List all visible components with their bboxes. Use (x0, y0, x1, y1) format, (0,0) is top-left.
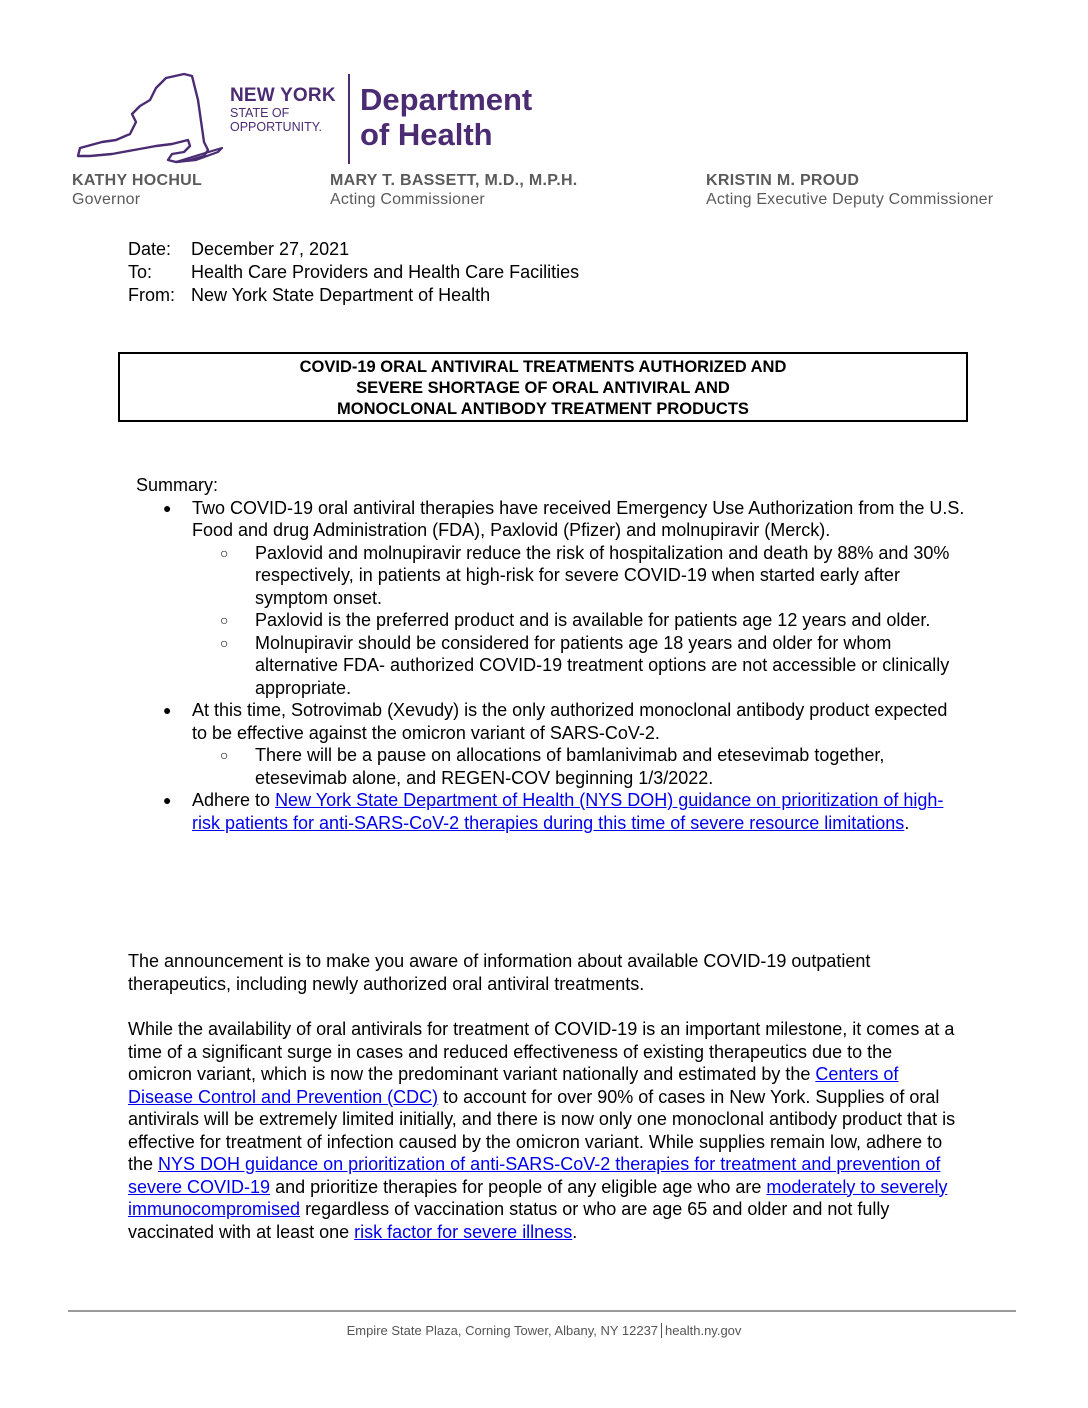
memo-from-value: New York State Department of Health (191, 285, 491, 305)
official-name: KRISTIN M. PROUD (706, 172, 860, 189)
document-title-line: MONOCLONAL ANTIBODY TREATMENT PRODUCTS (337, 400, 749, 418)
nys-wordmark (230, 86, 336, 133)
footer-address: Empire State Plaza, Corning Tower, Albany, NY 12237 (346, 1323, 659, 1338)
memo-from-row (128, 284, 579, 307)
footer (0, 1323, 1088, 1338)
doh-wordmark-line1: Department (360, 82, 533, 117)
footer-divider (68, 1310, 1016, 1312)
nys-wordmark-line3: OPPORTUNITY. (230, 119, 322, 134)
doh-wordmark (360, 82, 532, 152)
summary-bullet (136, 699, 966, 789)
ny-state-outline-icon (72, 70, 232, 166)
nys-doh-logo (72, 70, 533, 170)
prioritization-guidance-link[interactable]: New York State Department of Health (NYS DOH) guidance on prioritization of high-risk patients for anti-SARS-CoV-2 therapies during this time of severe resource limitations (192, 790, 944, 833)
summary-list (136, 497, 966, 835)
logo-divider (348, 74, 350, 164)
summary-bullet-text: At this time, Sotrovimab (Xevudy) is the only authorized monoclonal antibody product expected to be effective against the omicron variant of SARS-CoV-2. (192, 700, 948, 743)
officials-row (0, 172, 1088, 212)
bullet-dot-icon: ● (163, 792, 172, 808)
summary-subbullet (192, 744, 966, 789)
memo-from-label: From: (128, 285, 175, 305)
memo-to-row (128, 261, 579, 284)
circle-bullet-icon: ○ (220, 612, 229, 628)
paragraph-text: and prioritize therapies for people of any eligible age who are (270, 1176, 767, 1197)
summary-subbullet (192, 632, 966, 700)
official-name: KATHY HOCHUL (72, 172, 203, 189)
bullet-dot-icon: ● (163, 702, 172, 718)
footer-separator (661, 1323, 662, 1338)
circle-bullet-icon: ○ (220, 544, 229, 561)
memo-header (128, 238, 579, 307)
document-title-line: SEVERE SHORTAGE OF ORAL ANTIVIRAL AND (356, 379, 730, 397)
summary-subbullet (192, 542, 966, 610)
summary-bullet-text: . (904, 812, 910, 833)
availability-paragraph (128, 1018, 958, 1243)
memo-date-row (128, 238, 579, 261)
official-title: Governor (72, 191, 141, 208)
official-deputy-commissioner (706, 172, 993, 209)
summary-heading: Summary: (136, 475, 219, 495)
nys-wordmark-line1: NEW YORK (230, 85, 336, 106)
paragraph-text: . (572, 1221, 578, 1242)
memo-to-value: Health Care Providers and Health Care Facilities (191, 262, 580, 282)
summary-bullet (136, 789, 966, 834)
document-title (118, 352, 968, 422)
announcement-paragraph: The announcement is to make you aware of information about available COVID-19 outpatient therapeutics, including newly authorized oral antiviral treatments. (128, 951, 871, 994)
summary-subbullet-text: Paxlovid is the preferred product and is available for patients age 12 years and older. (255, 610, 931, 630)
summary-section (136, 474, 966, 834)
memo-date-value: December 27, 2021 (191, 239, 350, 259)
risk-factor-link[interactable]: risk factor for severe illness (354, 1221, 573, 1242)
footer-website: health.ny.gov (665, 1323, 742, 1338)
summary-sublist (192, 542, 966, 700)
summary-bullet-text: Two COVID-19 oral antiviral therapies have received Emergency Use Authorization from the U.S. Food and drug Administration (FDA), Paxlovid (Pfizer) and molnupiravir (Merck). (192, 497, 965, 540)
official-title: Acting Executive Deputy Commissioner (706, 191, 994, 208)
bullet-dot-icon: ● (163, 499, 172, 516)
immunocompromised-link[interactable]: moderately to severely immunocompromised (128, 1176, 948, 1219)
paragraph-text: to account for over 90% of cases in New York. Supplies of oral antivirals will be extremely limited initially, and there is now only one monoclonal antibody product that is effective for treatment of infection caused by the omicron variant. While supplies remain low, adhere to the (128, 1086, 956, 1174)
paragraph-text: While the availability of oral antivirals for treatment of COVID-19 is an important milestone, it comes at a time of a significant surge in cases and reduced effectiveness of existing therapeutics due to the omicron variant, which is now the predominant variant nationally and estimated by the (128, 1019, 955, 1084)
memo-to-label: To: (128, 262, 153, 282)
official-commissioner (330, 172, 578, 209)
summary-bullet-text: Adhere to (192, 790, 276, 810)
official-title: Acting Commissioner (330, 191, 485, 208)
official-governor (72, 172, 202, 209)
summary-subbullet (192, 609, 966, 632)
treatment-prioritization-link[interactable]: NYS DOH guidance on prioritization of anti-SARS-CoV-2 therapies for treatment and prevention of severe COVID-19 (128, 1154, 941, 1197)
summary-subbullet-text: Molnupiravir should be considered for patients age 18 years and older for whom alternative FDA- authorized COVID-19 treatment options are not accessible or clinically appropriate. (255, 632, 950, 698)
summary-bullet (136, 497, 966, 700)
summary-sublist (192, 744, 966, 789)
doh-wordmark-line2: of Health (360, 117, 493, 152)
official-name: MARY T. BASSETT, M.D., M.P.H. (330, 172, 578, 189)
document-title-line: COVID-19 ORAL ANTIVIRAL TREATMENTS AUTHORIZED AND (299, 358, 787, 376)
paragraph-text: regardless of vaccination status or who are age 65 and older and not fully vaccinated with at least one (128, 1199, 890, 1242)
cdc-link[interactable]: Centers of Disease Control and Prevention (CDC) (128, 1064, 899, 1107)
circle-bullet-icon: ○ (220, 747, 229, 763)
summary-subbullet-text: Paxlovid and molnupiravir reduce the risk of hospitalization and death by 88% and 30% respectively, in patients at high-risk for severe COVID-19 when started early after symptom onset. (255, 542, 950, 608)
summary-subbullet-text: There will be a pause on allocations of bamlanivimab and etesevimab together, etesevimab alone, and REGEN-COV beginning 1/3/2022. (255, 745, 885, 788)
memo-date-label: Date: (128, 239, 172, 259)
nys-wordmark-line2: STATE OF (230, 106, 290, 120)
circle-bullet-icon: ○ (220, 634, 229, 651)
